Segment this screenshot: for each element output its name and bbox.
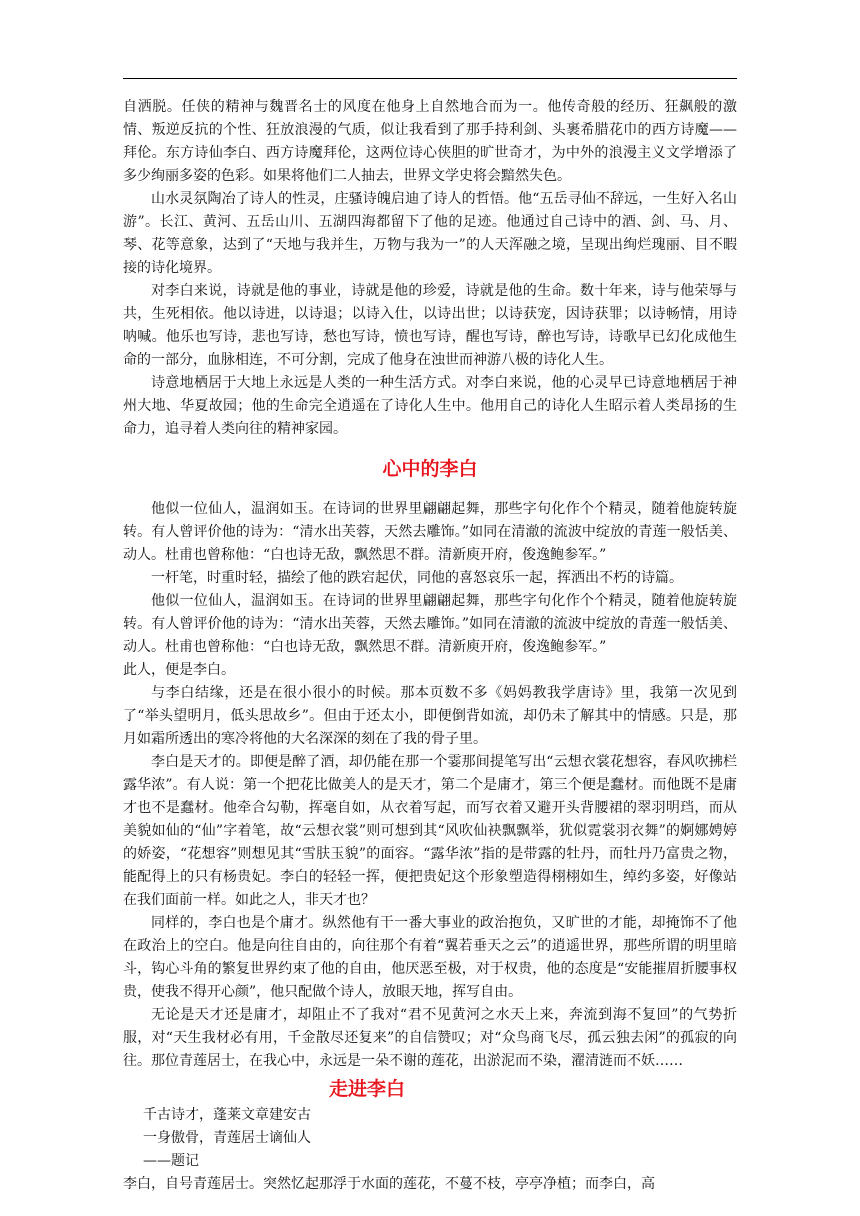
paragraph: 对李白来说，诗就是他的事业，诗就是他的珍爱，诗就是他的生命。数十年来，诗与他荣辱与共，生死相依。他以诗进，以诗退；以诗入仕，以诗出世；以诗获宠，因诗获罪；以诗畅情，用诗呐喊。他乐也写诗，悲也写诗，愁也写诗，愤也写诗，醒也写诗，醉也写诗，诗歌早已幻化成他生命的一部分，血脉相连，不可分割，完成了他身在浊世而神游八极的诗化人生。 bbox=[123, 283, 737, 368]
paragraph: 此人，便是李白。 bbox=[123, 662, 235, 678]
paragraph: 自洒脱。任侠的精神与魏晋名士的风度在他身上自然地合而为一。他传奇般的经历、狂飙般的激情、叛逆反抗的个性、狂放浪漫的气质，似让我看到了那手持利剑、头裹希腊花巾的西方诗魔——拜伦。东方诗仙李白、西方诗魔拜伦，这两位诗心侠胆的旷世奇才，为中外的浪漫主义文学增添了多少绚丽多姿的色彩。如果将他们二人抽去，世界文学史将会黯然失色。 bbox=[123, 99, 737, 184]
poem-line: 千古诗才，蓬莱文章建安古 bbox=[143, 1107, 311, 1123]
paragraph: 诗意地栖居于大地上永远是人类的一种生活方式。对李白来说，他的心灵早已诗意地栖居于神州大地、华夏故园；他的生命完全逍遥在了诗化人生中。他用自己的诗化人生昭示着人类昂扬的生命力，追寻着人类向往的精神家园。 bbox=[123, 375, 737, 437]
paragraph: 同样的，李白也是个庸才。纵然他有干一番大事业的政治抱负，又旷世的才能，却掩饰不了他在政治上的空白。他是向往自由的，向往那个有着“翼若垂天之云”的逍遥世界，那些所谓的明里暗斗，钩心斗角的繁复世界约束了他的自由，他厌恶至极，对于权贵，他的态度是“安能摧眉折腰事权贵，使我不得开心颜”，他只配做个诗人，放眼天地，挥写自由。 bbox=[123, 915, 737, 1000]
paragraph: 李白是天才的。即便是醉了酒，却仍能在那一个霎那间提笔写出“云想衣裳花想容，春风吹拂栏露华浓”。有人说：第一个把花比做美人的是天才，第二个是庸才，第三个便是蠢材。而他既不是庸才也不是蠢材。他牵合勾勒，挥毫自如，从衣着写起，而写衣着又避开头背腰裙的翠羽明珰，而从美貌如仙的“仙”字着笔，故“云想衣裳”则可想到其“风吹仙袂飘飘举，犹似霓裳羽衣舞”的婀娜娉婷的娇姿，“花想容”则想见其“雪肤玉貌”的面容。“露华浓”指的是带露的牡丹，而牡丹乃富贵之物，能配得上的只有杨贵妃。李白的轻轻一挥，便把贵妃这个形象塑造得栩栩如生，绰约多姿，好像站在我们面前一样。如此之人，非天才也？ bbox=[123, 754, 737, 908]
paragraph: 一杆笔，时重时轻，描绘了他的跌宕起伏，同他的喜怒哀乐一起，挥洒出不朽的诗篇。 bbox=[151, 570, 683, 586]
paragraph: 他似一位仙人，温润如玉。在诗词的世界里翩翩起舞，那些字句化作个个精灵，随着他旋转旋转。有人曾评价他的诗为：“清水出芙蓉，天然去雕饰。”如同在清澈的流波中绽放的青莲一般恬美、动人。杜甫也曾称他：“白也诗无敌，飘然思不群。清新庾开府，俊逸鲍参军。” bbox=[123, 501, 737, 563]
paragraph: 他似一位仙人，温润如玉。在诗词的世界里翩翩起舞，那些字句化作个个精灵，随着他旋转旋转。有人曾评价他的诗为：“清水出芙蓉，天然去雕饰。”如同在清澈的流波中绽放的青莲一般恬美、动人。杜甫也曾称他：“白也诗无敌，飘然思不群。清新庾开府，俊逸鲍参军。” bbox=[123, 593, 737, 655]
document-body bbox=[123, 96, 737, 1196]
paragraph: 李白，自号青莲居士。突然忆起那浮于水面的莲花，不蔓不枝，亭亭净植；而李白，高 bbox=[123, 1176, 655, 1192]
paragraph: 与李白结缘，还是在很小很小的时候。那本页数不多《妈妈教我学唐诗》里，我第一次见到了“举头望明月，低头思故乡”。但由于还太小，即便倒背如流，却仍未了解其中的情感。只是，那月如霜所透出的寒冷将他的大名深深的刻在了我的骨子里。 bbox=[123, 685, 737, 747]
paragraph: 无论是天才还是庸才，却阻止不了我对“君不见黄河之水天上来，奔流到海不复回”的气势折服，对“天生我材必有用，千金散尽还复来”的自信赞叹；对“众鸟商飞尽，孤云独去闲”的孤寂的向往。那位青莲居士，在我心中，永远是一朵不谢的莲花，出淤泥而不染，濯清涟而不妖…… bbox=[123, 1007, 737, 1069]
section-title-heart: 心中的李白 bbox=[382, 458, 478, 480]
header-rule bbox=[123, 78, 737, 79]
section-title-walk: 走进李白 bbox=[329, 1078, 406, 1100]
paragraph: 山水灵氛陶冶了诗人的性灵，庄骚诗魄启迪了诗人的哲悟。他“五岳寻仙不辞远，一生好入名山游”。长江、黄河、五岳山川、五湖四海都留下了他的足迹。他通过自己诗中的酒、剑、马、月、琴、花等意象，达到了“天地与我并生，万物与我为一”的人天浑融之境，呈现出绚烂瑰丽、目不暇接的诗化境界。 bbox=[123, 191, 737, 276]
poem-line: 一身傲骨，青莲居士谪仙人 bbox=[143, 1130, 311, 1146]
inscription: ——题记 bbox=[143, 1153, 199, 1169]
